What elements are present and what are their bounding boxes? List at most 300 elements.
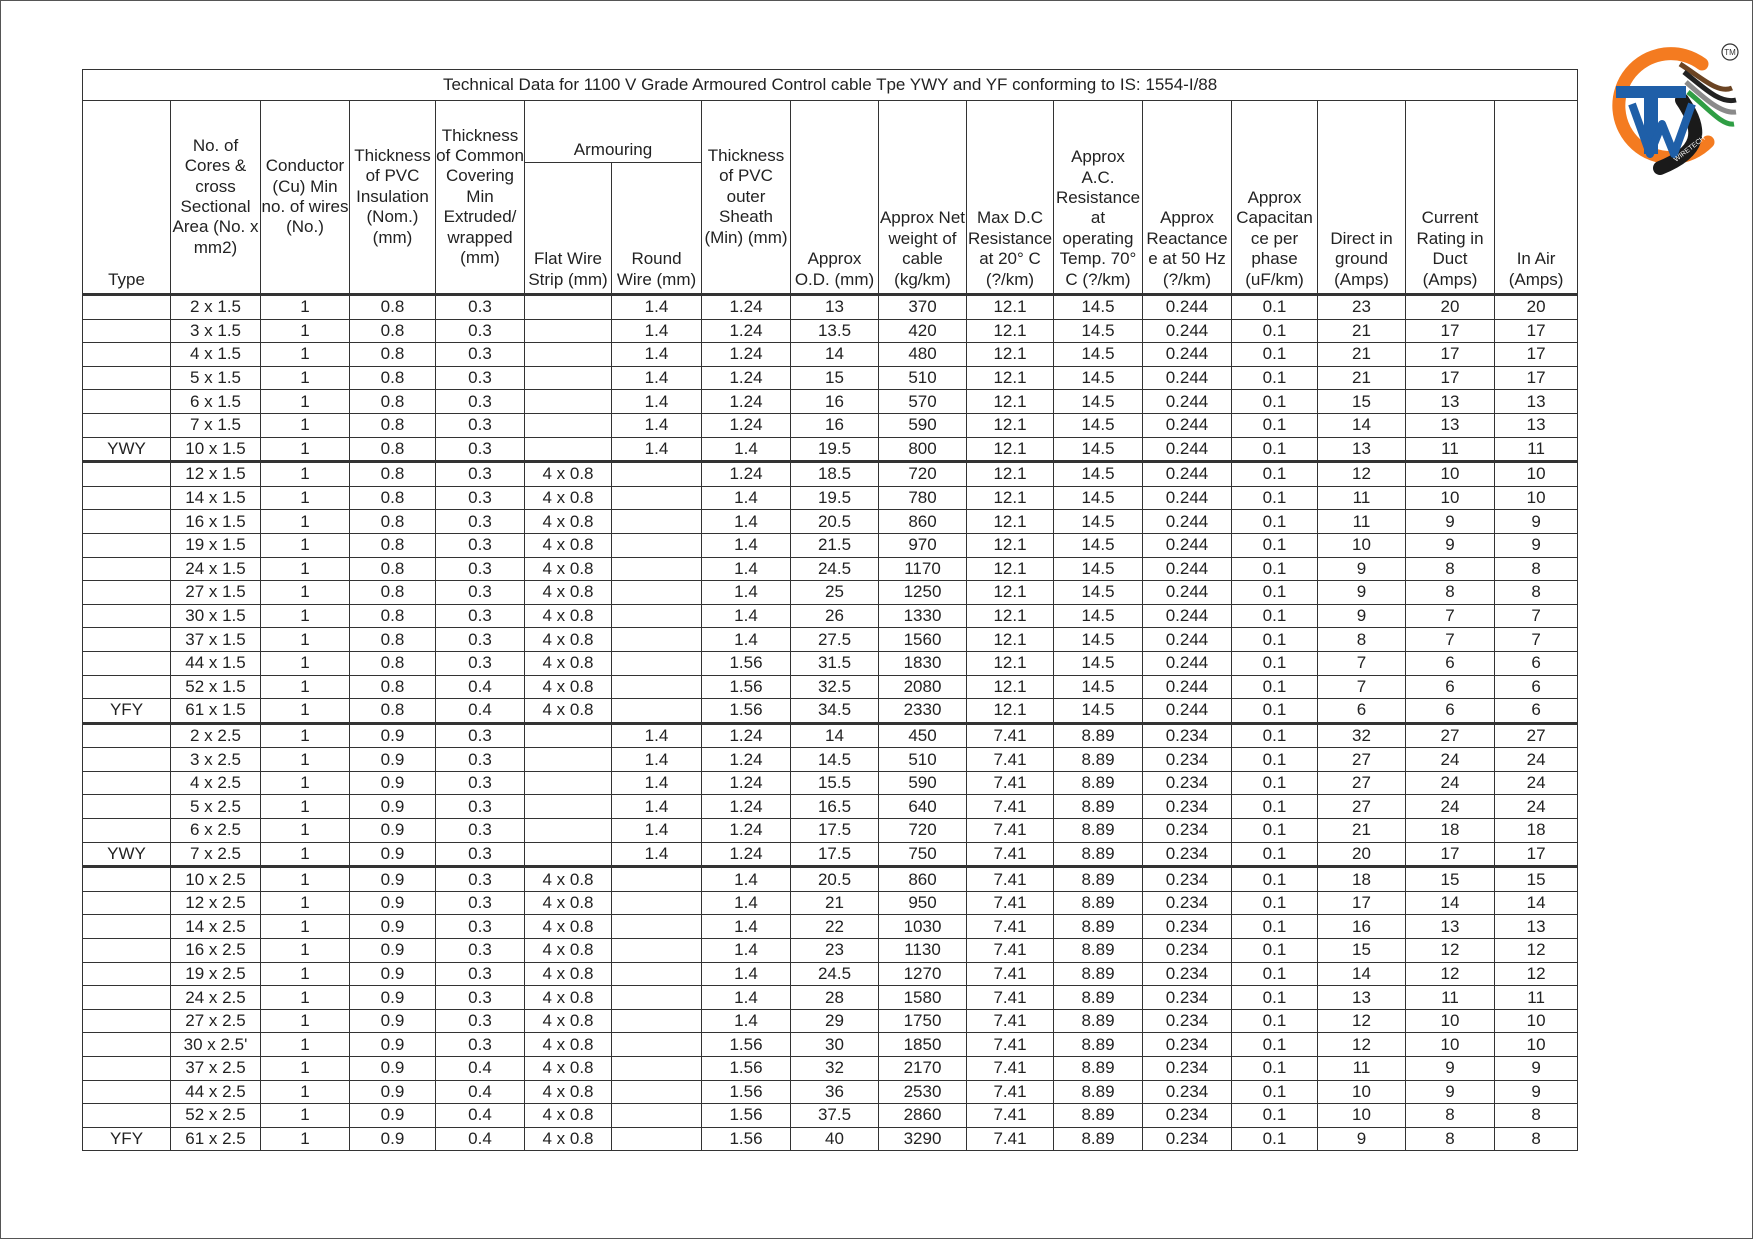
cell-weight: 2530: [879, 1080, 967, 1104]
cell-cores: 12 x 1.5: [171, 462, 261, 487]
cell-type: [83, 675, 171, 699]
cell-pvc-insulation: 0.9: [350, 915, 436, 939]
cell-in-air: 9: [1495, 1057, 1578, 1081]
cell-pvc-insulation: 0.9: [350, 795, 436, 819]
cell-conductor: 1: [261, 771, 350, 795]
cell-reactance: 0.244: [1143, 510, 1232, 534]
cell-flat-wire: 4 x 0.8: [525, 962, 612, 986]
cell-capacitance: 0.1: [1232, 651, 1318, 675]
cell-dc-resistance: 7.41: [967, 986, 1054, 1010]
cell-outer-sheath: 1.24: [702, 413, 791, 437]
cell-direct-ground: 15: [1318, 390, 1406, 414]
cell-weight: 590: [879, 413, 967, 437]
cell-flat-wire: 4 x 0.8: [525, 533, 612, 557]
cell-type: YFY: [83, 1127, 171, 1151]
table-row: [83, 891, 1578, 915]
cell-weight: 2170: [879, 1057, 967, 1081]
cell-ac-resistance: 8.89: [1054, 1033, 1143, 1057]
cell-outer-sheath: 1.24: [702, 366, 791, 390]
cell-capacitance: 0.1: [1232, 819, 1318, 843]
cell-current-rating: 12: [1406, 962, 1495, 986]
cell-dc-resistance: 12.1: [967, 581, 1054, 605]
cell-flat-wire: 4 x 0.8: [525, 1009, 612, 1033]
cell-capacitance: 0.1: [1232, 366, 1318, 390]
cell-flat-wire: 4 x 0.8: [525, 510, 612, 534]
cell-dc-resistance: 7.41: [967, 1080, 1054, 1104]
cell-cores: 12 x 2.5: [171, 891, 261, 915]
cell-od: 36: [791, 1080, 879, 1104]
cell-capacitance: 0.1: [1232, 295, 1318, 320]
cell-pvc-insulation: 0.9: [350, 939, 436, 963]
cell-conductor: 1: [261, 748, 350, 772]
cell-current-rating: 17: [1406, 319, 1495, 343]
cell-common-covering: 0.4: [436, 1080, 525, 1104]
cell-type: [83, 867, 171, 892]
table-row: [83, 939, 1578, 963]
cell-dc-resistance: 7.41: [967, 748, 1054, 772]
cell-conductor: 1: [261, 986, 350, 1010]
cell-reactance: 0.234: [1143, 748, 1232, 772]
cell-ac-resistance: 14.5: [1054, 390, 1143, 414]
cell-cores: 44 x 1.5: [171, 651, 261, 675]
cell-pvc-insulation: 0.8: [350, 413, 436, 437]
cell-direct-ground: 11: [1318, 510, 1406, 534]
cell-flat-wire: 4 x 0.8: [525, 986, 612, 1010]
cell-capacitance: 0.1: [1232, 795, 1318, 819]
header-direct-ground: Direct in ground (Amps): [1318, 101, 1406, 295]
cell-cores: 30 x 2.5': [171, 1033, 261, 1057]
table-row: [83, 1127, 1578, 1151]
cell-type: [83, 533, 171, 557]
cell-current-rating: 24: [1406, 748, 1495, 772]
cell-direct-ground: 23: [1318, 295, 1406, 320]
cell-in-air: 7: [1495, 628, 1578, 652]
cell-in-air: 17: [1495, 842, 1578, 867]
cell-outer-sheath: 1.4: [702, 533, 791, 557]
cell-flat-wire: [525, 723, 612, 748]
cell-round-wire: [612, 962, 702, 986]
cell-outer-sheath: 1.4: [702, 1009, 791, 1033]
cell-type: [83, 1033, 171, 1057]
cell-cores: 19 x 1.5: [171, 533, 261, 557]
cell-in-air: 20: [1495, 295, 1578, 320]
cell-direct-ground: 11: [1318, 1057, 1406, 1081]
cell-round-wire: [612, 1080, 702, 1104]
cell-direct-ground: 32: [1318, 723, 1406, 748]
cell-type: [83, 510, 171, 534]
cell-round-wire: [612, 581, 702, 605]
cell-dc-resistance: 7.41: [967, 819, 1054, 843]
cell-conductor: 1: [261, 413, 350, 437]
cell-reactance: 0.244: [1143, 390, 1232, 414]
cell-common-covering: 0.3: [436, 819, 525, 843]
cell-common-covering: 0.3: [436, 748, 525, 772]
cell-ac-resistance: 8.89: [1054, 771, 1143, 795]
cell-conductor: 1: [261, 939, 350, 963]
cell-cores: 44 x 2.5: [171, 1080, 261, 1104]
cell-in-air: 18: [1495, 819, 1578, 843]
cell-common-covering: 0.3: [436, 557, 525, 581]
cell-in-air: 10: [1495, 462, 1578, 487]
cell-common-covering: 0.4: [436, 1127, 525, 1151]
cell-od: 32.5: [791, 675, 879, 699]
cell-common-covering: 0.3: [436, 343, 525, 367]
cell-current-rating: 10: [1406, 1009, 1495, 1033]
cell-conductor: 1: [261, 819, 350, 843]
cell-cores: 14 x 1.5: [171, 486, 261, 510]
cell-cores: 37 x 2.5: [171, 1057, 261, 1081]
cell-reactance: 0.244: [1143, 319, 1232, 343]
cell-cores: 24 x 1.5: [171, 557, 261, 581]
cell-current-rating: 9: [1406, 1057, 1495, 1081]
cell-flat-wire: 4 x 0.8: [525, 1057, 612, 1081]
cell-ac-resistance: 14.5: [1054, 604, 1143, 628]
cell-current-rating: 9: [1406, 533, 1495, 557]
cell-cores: 16 x 2.5: [171, 939, 261, 963]
cell-in-air: 6: [1495, 675, 1578, 699]
cell-capacitance: 0.1: [1232, 628, 1318, 652]
cell-conductor: 1: [261, 462, 350, 487]
cell-ac-resistance: 14.5: [1054, 295, 1143, 320]
cell-ac-resistance: 8.89: [1054, 891, 1143, 915]
cell-ac-resistance: 8.89: [1054, 1057, 1143, 1081]
cell-direct-ground: 10: [1318, 1104, 1406, 1128]
cell-od: 37.5: [791, 1104, 879, 1128]
cell-reactance: 0.234: [1143, 962, 1232, 986]
cell-in-air: 11: [1495, 986, 1578, 1010]
cell-reactance: 0.234: [1143, 1009, 1232, 1033]
cell-round-wire: [612, 699, 702, 724]
cell-ac-resistance: 14.5: [1054, 462, 1143, 487]
cell-outer-sheath: 1.4: [702, 510, 791, 534]
cell-cores: 61 x 2.5: [171, 1127, 261, 1151]
cell-outer-sheath: 1.24: [702, 842, 791, 867]
cell-dc-resistance: 12.1: [967, 675, 1054, 699]
header-od: Approx O.D. (mm): [791, 101, 879, 295]
cell-in-air: 17: [1495, 319, 1578, 343]
cell-capacitance: 0.1: [1232, 915, 1318, 939]
cell-common-covering: 0.3: [436, 723, 525, 748]
cell-conductor: 1: [261, 510, 350, 534]
cell-od: 16.5: [791, 795, 879, 819]
cell-od: 20.5: [791, 510, 879, 534]
cell-outer-sheath: 1.4: [702, 581, 791, 605]
cell-current-rating: 15: [1406, 867, 1495, 892]
cell-dc-resistance: 7.41: [967, 795, 1054, 819]
cell-conductor: 1: [261, 581, 350, 605]
cell-reactance: 0.244: [1143, 581, 1232, 605]
cell-type: [83, 748, 171, 772]
cell-cores: 19 x 2.5: [171, 962, 261, 986]
cell-ac-resistance: 14.5: [1054, 343, 1143, 367]
cell-weight: 510: [879, 748, 967, 772]
table-row: [83, 962, 1578, 986]
cell-capacitance: 0.1: [1232, 533, 1318, 557]
cell-cores: 16 x 1.5: [171, 510, 261, 534]
cell-direct-ground: 21: [1318, 366, 1406, 390]
cell-direct-ground: 9: [1318, 1127, 1406, 1151]
cell-cores: 3 x 1.5: [171, 319, 261, 343]
cell-capacitance: 0.1: [1232, 413, 1318, 437]
cell-cores: 24 x 2.5: [171, 986, 261, 1010]
cell-dc-resistance: 7.41: [967, 842, 1054, 867]
cell-reactance: 0.234: [1143, 819, 1232, 843]
cell-pvc-insulation: 0.8: [350, 437, 436, 462]
cell-dc-resistance: 12.1: [967, 699, 1054, 724]
cell-od: 18.5: [791, 462, 879, 487]
cell-in-air: 15: [1495, 867, 1578, 892]
cell-dc-resistance: 7.41: [967, 891, 1054, 915]
cell-flat-wire: 4 x 0.8: [525, 581, 612, 605]
cell-capacitance: 0.1: [1232, 1033, 1318, 1057]
cell-cores: 7 x 2.5: [171, 842, 261, 867]
cell-cores: 5 x 2.5: [171, 795, 261, 819]
cell-flat-wire: [525, 413, 612, 437]
cell-dc-resistance: 12.1: [967, 390, 1054, 414]
cell-in-air: 11: [1495, 437, 1578, 462]
cell-pvc-insulation: 0.9: [350, 748, 436, 772]
table-row: [83, 413, 1578, 437]
cell-in-air: 17: [1495, 366, 1578, 390]
cell-flat-wire: 4 x 0.8: [525, 939, 612, 963]
cell-dc-resistance: 12.1: [967, 510, 1054, 534]
table-row: [83, 1033, 1578, 1057]
cell-round-wire: 1.4: [612, 366, 702, 390]
cell-conductor: 1: [261, 343, 350, 367]
cell-outer-sheath: 1.24: [702, 319, 791, 343]
cell-conductor: 1: [261, 842, 350, 867]
cell-conductor: 1: [261, 699, 350, 724]
cell-conductor: 1: [261, 533, 350, 557]
cell-weight: 970: [879, 533, 967, 557]
cell-current-rating: 9: [1406, 1080, 1495, 1104]
cell-weight: 860: [879, 510, 967, 534]
cell-conductor: 1: [261, 891, 350, 915]
cell-current-rating: 13: [1406, 915, 1495, 939]
cell-ac-resistance: 14.5: [1054, 675, 1143, 699]
cell-pvc-insulation: 0.8: [350, 557, 436, 581]
cell-outer-sheath: 1.4: [702, 939, 791, 963]
cell-type: [83, 486, 171, 510]
cell-flat-wire: [525, 771, 612, 795]
cell-weight: 640: [879, 795, 967, 819]
wiretech-logo: [1590, 42, 1740, 182]
cell-reactance: 0.244: [1143, 413, 1232, 437]
cell-outer-sheath: 1.4: [702, 962, 791, 986]
cell-weight: 2330: [879, 699, 967, 724]
cell-type: YFY: [83, 699, 171, 724]
cell-type: [83, 1104, 171, 1128]
cell-type: [83, 390, 171, 414]
cell-round-wire: 1.4: [612, 319, 702, 343]
cell-conductor: 1: [261, 651, 350, 675]
table-row: [83, 1057, 1578, 1081]
cell-reactance: 0.244: [1143, 675, 1232, 699]
header-round-wire: Round Wire (mm): [612, 163, 702, 295]
cell-conductor: 1: [261, 486, 350, 510]
cell-round-wire: [612, 986, 702, 1010]
cell-ac-resistance: 8.89: [1054, 748, 1143, 772]
cell-direct-ground: 12: [1318, 462, 1406, 487]
cell-od: 22: [791, 915, 879, 939]
cell-conductor: 1: [261, 295, 350, 320]
cell-conductor: 1: [261, 1104, 350, 1128]
cell-capacitance: 0.1: [1232, 1104, 1318, 1128]
cell-ac-resistance: 14.5: [1054, 628, 1143, 652]
cell-direct-ground: 8: [1318, 628, 1406, 652]
cell-conductor: 1: [261, 390, 350, 414]
table-row: [83, 343, 1578, 367]
cell-ac-resistance: 14.5: [1054, 366, 1143, 390]
cell-round-wire: [612, 915, 702, 939]
cell-ac-resistance: 14.5: [1054, 651, 1143, 675]
cell-type: YWY: [83, 842, 171, 867]
table-title: Technical Data for 1100 V Grade Armoured Control cable Tpe YWY and YF conforming to IS: 1554-I/88: [83, 70, 1578, 101]
cell-weight: 570: [879, 390, 967, 414]
cell-capacitance: 0.1: [1232, 842, 1318, 867]
table-row: [83, 795, 1578, 819]
cell-direct-ground: 10: [1318, 533, 1406, 557]
cell-conductor: 1: [261, 319, 350, 343]
cell-direct-ground: 20: [1318, 842, 1406, 867]
cell-round-wire: [612, 939, 702, 963]
cell-ac-resistance: 14.5: [1054, 437, 1143, 462]
cell-dc-resistance: 12.1: [967, 486, 1054, 510]
cell-od: 19.5: [791, 486, 879, 510]
cell-cores: 14 x 2.5: [171, 915, 261, 939]
cell-weight: 3290: [879, 1127, 967, 1151]
cell-type: [83, 795, 171, 819]
cell-common-covering: 0.3: [436, 771, 525, 795]
cell-in-air: 7: [1495, 604, 1578, 628]
cell-outer-sheath: 1.24: [702, 771, 791, 795]
cell-common-covering: 0.3: [436, 413, 525, 437]
cell-reactance: 0.244: [1143, 462, 1232, 487]
cell-weight: 450: [879, 723, 967, 748]
table-row: [83, 1104, 1578, 1128]
cell-current-rating: 17: [1406, 366, 1495, 390]
cell-type: [83, 1009, 171, 1033]
cell-direct-ground: 21: [1318, 819, 1406, 843]
cell-round-wire: [612, 651, 702, 675]
cell-ac-resistance: 8.89: [1054, 1127, 1143, 1151]
cell-pvc-insulation: 0.8: [350, 675, 436, 699]
cell-capacitance: 0.1: [1232, 867, 1318, 892]
cell-outer-sheath: 1.24: [702, 748, 791, 772]
cell-common-covering: 0.3: [436, 891, 525, 915]
cell-weight: 590: [879, 771, 967, 795]
cell-reactance: 0.244: [1143, 343, 1232, 367]
cell-outer-sheath: 1.24: [702, 819, 791, 843]
cell-weight: 1270: [879, 962, 967, 986]
cell-common-covering: 0.3: [436, 581, 525, 605]
cell-od: 13: [791, 295, 879, 320]
header-weight: Approx Net weight of cable (kg/km): [879, 101, 967, 295]
cell-flat-wire: [525, 748, 612, 772]
cell-type: [83, 962, 171, 986]
cell-od: 28: [791, 986, 879, 1010]
cell-ac-resistance: 14.5: [1054, 510, 1143, 534]
cell-outer-sheath: 1.24: [702, 462, 791, 487]
header-armouring: Armouring: [525, 101, 702, 163]
cell-current-rating: 20: [1406, 295, 1495, 320]
cell-weight: 480: [879, 343, 967, 367]
cell-reactance: 0.234: [1143, 986, 1232, 1010]
cell-direct-ground: 27: [1318, 748, 1406, 772]
cell-direct-ground: 14: [1318, 962, 1406, 986]
cell-dc-resistance: 12.1: [967, 437, 1054, 462]
cell-od: 24.5: [791, 557, 879, 581]
cell-dc-resistance: 12.1: [967, 628, 1054, 652]
cell-od: 21: [791, 891, 879, 915]
cell-in-air: 10: [1495, 1009, 1578, 1033]
cell-outer-sheath: 1.24: [702, 343, 791, 367]
cell-pvc-insulation: 0.9: [350, 842, 436, 867]
cell-in-air: 8: [1495, 557, 1578, 581]
cell-outer-sheath: 1.56: [702, 1104, 791, 1128]
table-row: [83, 604, 1578, 628]
cell-pvc-insulation: 0.8: [350, 366, 436, 390]
cell-capacitance: 0.1: [1232, 939, 1318, 963]
header-conductor: Conductor (Cu) Min no. of wires (No.): [261, 101, 350, 295]
cell-current-rating: 9: [1406, 510, 1495, 534]
cell-round-wire: 1.4: [612, 295, 702, 320]
cell-weight: 1580: [879, 986, 967, 1010]
cell-round-wire: [612, 867, 702, 892]
table-row: [83, 486, 1578, 510]
cell-conductor: 1: [261, 437, 350, 462]
cell-weight: 860: [879, 867, 967, 892]
cell-capacitance: 0.1: [1232, 771, 1318, 795]
cell-dc-resistance: 7.41: [967, 1033, 1054, 1057]
cell-round-wire: 1.4: [612, 390, 702, 414]
header-flat-wire: Flat Wire Strip (mm): [525, 163, 612, 295]
cell-pvc-insulation: 0.8: [350, 319, 436, 343]
cell-outer-sheath: 1.56: [702, 1033, 791, 1057]
cell-conductor: 1: [261, 795, 350, 819]
cell-current-rating: 17: [1406, 842, 1495, 867]
cell-capacitance: 0.1: [1232, 986, 1318, 1010]
cell-od: 14: [791, 723, 879, 748]
cell-capacitance: 0.1: [1232, 510, 1318, 534]
cell-flat-wire: [525, 295, 612, 320]
cell-current-rating: 24: [1406, 795, 1495, 819]
cell-round-wire: 1.4: [612, 723, 702, 748]
cell-outer-sheath: 1.56: [702, 1080, 791, 1104]
cell-capacitance: 0.1: [1232, 557, 1318, 581]
cell-reactance: 0.234: [1143, 1080, 1232, 1104]
cell-common-covering: 0.3: [436, 486, 525, 510]
cell-in-air: 10: [1495, 1033, 1578, 1057]
cell-flat-wire: [525, 795, 612, 819]
cell-direct-ground: 16: [1318, 915, 1406, 939]
cell-ac-resistance: 8.89: [1054, 867, 1143, 892]
cell-pvc-insulation: 0.8: [350, 510, 436, 534]
cell-round-wire: [612, 486, 702, 510]
cell-flat-wire: 4 x 0.8: [525, 675, 612, 699]
cell-pvc-insulation: 0.8: [350, 486, 436, 510]
cell-cores: 2 x 2.5: [171, 723, 261, 748]
cell-current-rating: 8: [1406, 1104, 1495, 1128]
cell-capacitance: 0.1: [1232, 437, 1318, 462]
cell-flat-wire: [525, 390, 612, 414]
cell-conductor: 1: [261, 366, 350, 390]
cell-flat-wire: 4 x 0.8: [525, 604, 612, 628]
cell-current-rating: 7: [1406, 628, 1495, 652]
cell-reactance: 0.234: [1143, 771, 1232, 795]
cell-dc-resistance: 7.41: [967, 915, 1054, 939]
cell-conductor: 1: [261, 723, 350, 748]
